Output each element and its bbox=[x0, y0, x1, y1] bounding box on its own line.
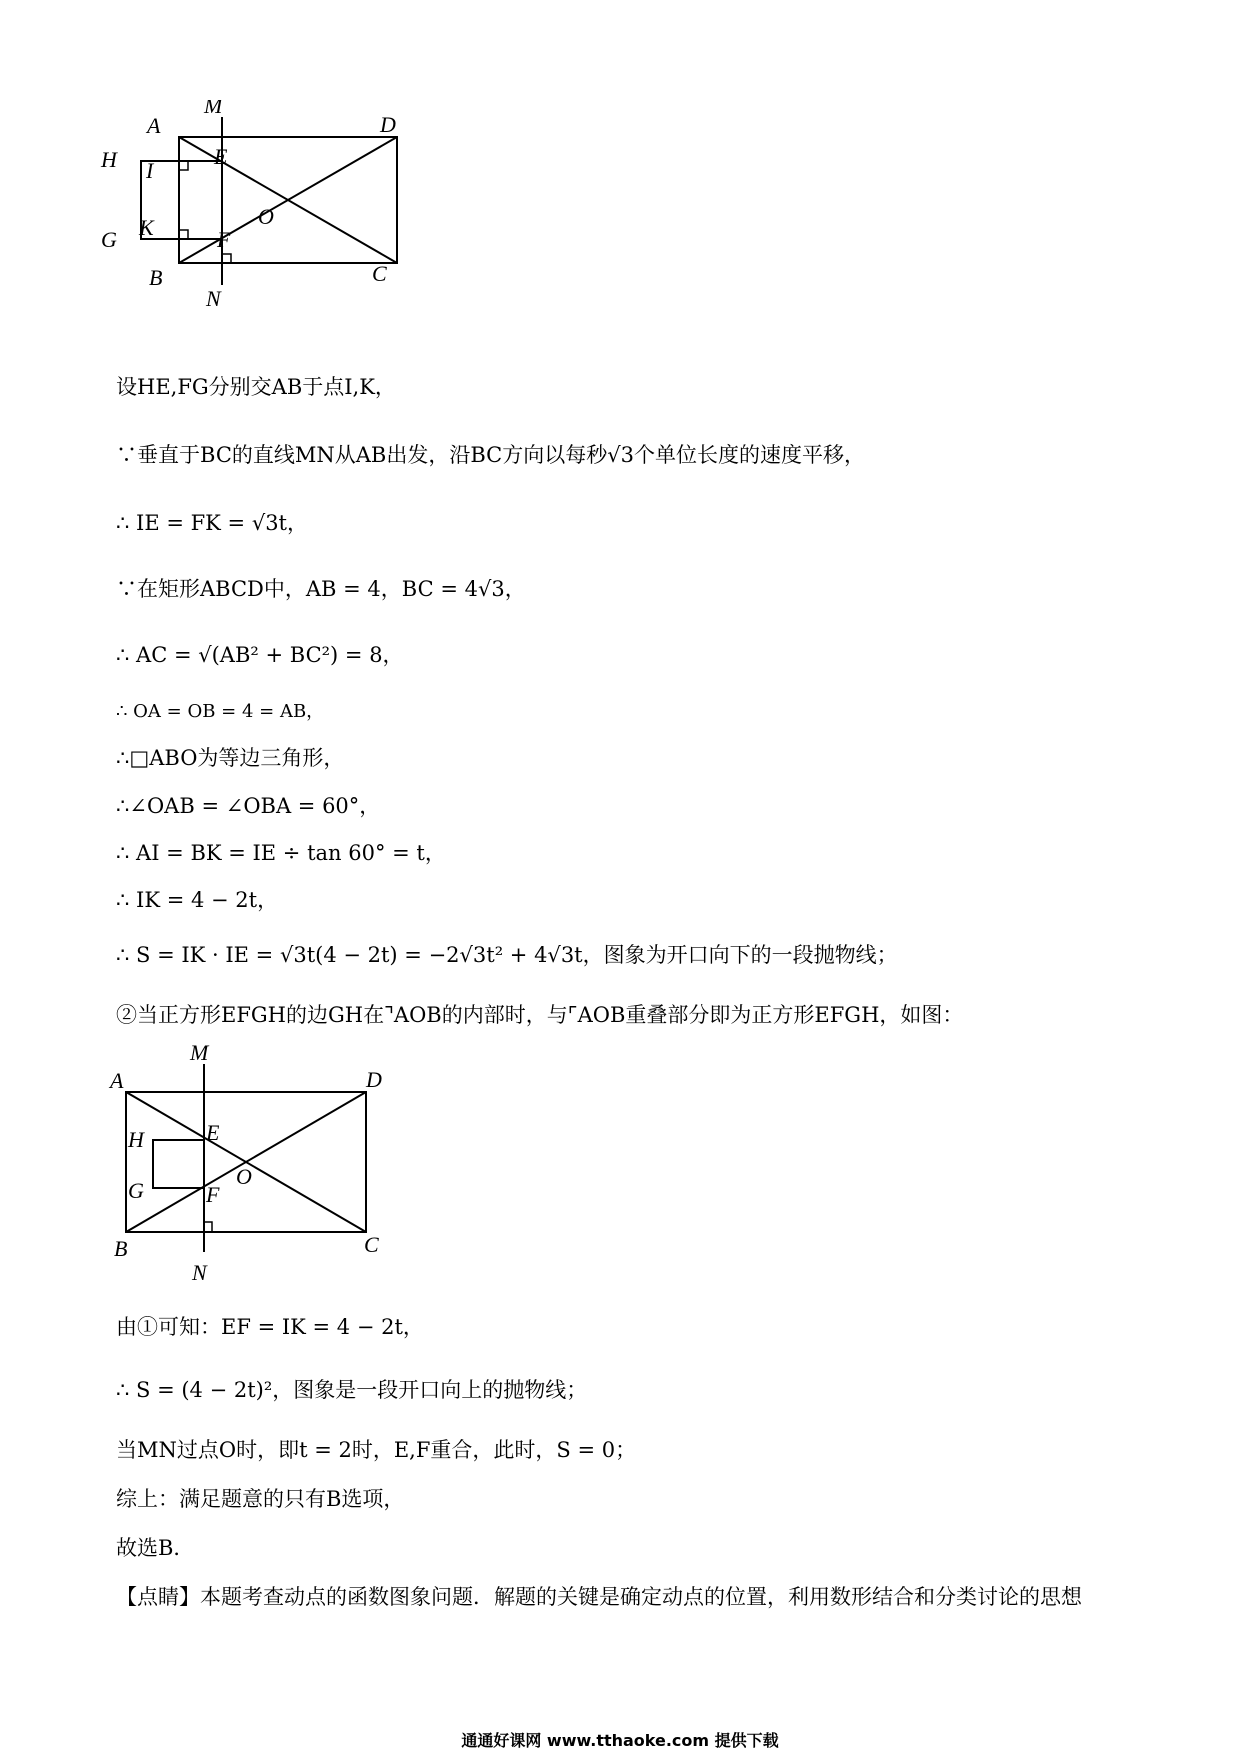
label-g: G bbox=[128, 1178, 144, 1203]
label-m: M bbox=[204, 100, 223, 118]
text-line-6: ∴ OA = OB = 4 = AB， bbox=[116, 701, 325, 722]
text-line-13: 由①可知：EF = IK = 4 − 2t， bbox=[116, 1315, 424, 1339]
square-efgh bbox=[153, 1140, 204, 1188]
right-angle-mn bbox=[204, 1222, 212, 1232]
label-e: E bbox=[214, 144, 228, 169]
label-m: M bbox=[190, 1040, 209, 1065]
text-line-10: ∴ IK = 4 − 2t， bbox=[116, 888, 279, 912]
label-b: B bbox=[114, 1236, 128, 1261]
label-o: O bbox=[258, 204, 274, 229]
label-e: E bbox=[206, 1120, 220, 1145]
text-line-12: ②当正方形EFGH的边GH在⌝AOB的内部时，与⌜AOB重叠部分即为正方形EFGH，如图： bbox=[116, 1003, 964, 1027]
label-h: H bbox=[101, 147, 117, 172]
text-line-11: ∴ S = IK · IE = √3t(4 − 2t) = −2√3t² + 4√3t，图象为开口向下的一段抛物线； bbox=[116, 943, 898, 967]
text-line-4: ∵在矩形ABCD中，AB = 4，BC = 4√3， bbox=[116, 577, 526, 601]
text-line-3: ∴ IE = FK = √3t， bbox=[116, 511, 308, 535]
figure-1-diagram bbox=[100, 100, 480, 330]
text-line-14: ∴ S = (4 − 2t)²，图象是一段开口向上的抛物线； bbox=[116, 1378, 588, 1402]
text-line-18: 【点睛】本题考查动点的函数图象问题．解题的关键是确定动点的位置，利用数形结合和分类讨论的思想 bbox=[116, 1585, 1082, 1609]
label-h: H bbox=[128, 1127, 144, 1152]
label-i: I bbox=[146, 158, 154, 183]
text-line-15: 当MN过点O时，即t = 2时，E,F重合，此时，S = 0； bbox=[116, 1438, 637, 1462]
label-g: G bbox=[101, 227, 117, 252]
right-angle-k bbox=[179, 230, 188, 239]
label-c: C bbox=[364, 1232, 379, 1257]
label-n: N bbox=[206, 286, 221, 311]
label-f: F bbox=[217, 227, 231, 252]
label-b: B bbox=[149, 265, 163, 290]
text-line-7: ∴□ABO为等边三角形， bbox=[116, 746, 345, 770]
text-line-1: 设HE,FG分别交AB于点I,K， bbox=[116, 375, 396, 399]
label-k: K bbox=[139, 215, 154, 240]
right-angle-mn bbox=[222, 254, 231, 263]
figure-2 bbox=[100, 1040, 400, 1300]
page-footer: 通通好课网 www.tthaoke.com 提供下载 bbox=[461, 1731, 779, 1750]
text-line-8: ∴∠OAB = ∠OBA = 60°， bbox=[116, 794, 381, 818]
label-a: A bbox=[147, 113, 161, 138]
text-line-16: 综上：满足题意的只有B选项， bbox=[116, 1487, 405, 1511]
figure-2-diagram bbox=[100, 1040, 400, 1300]
text-line-5: ∴ AC = √(AB² + BC²) = 8， bbox=[116, 643, 404, 667]
label-o: O bbox=[236, 1164, 252, 1189]
right-angle-i bbox=[179, 161, 188, 170]
label-a: A bbox=[110, 1068, 124, 1093]
text-line-9: ∴ AI = BK = IE ÷ tan 60° = t， bbox=[116, 841, 446, 865]
text-line-17: 故选B． bbox=[116, 1536, 195, 1560]
label-c: C bbox=[372, 261, 387, 286]
label-d: D bbox=[380, 112, 396, 137]
label-f: F bbox=[206, 1182, 220, 1207]
text-line-2: ∵垂直于BC的直线MN从AB出发，沿BC方向以每秒√3个单位长度的速度平移， bbox=[116, 443, 865, 467]
figure-1 bbox=[100, 100, 480, 330]
label-n: N bbox=[192, 1260, 207, 1285]
label-d: D bbox=[366, 1067, 382, 1092]
